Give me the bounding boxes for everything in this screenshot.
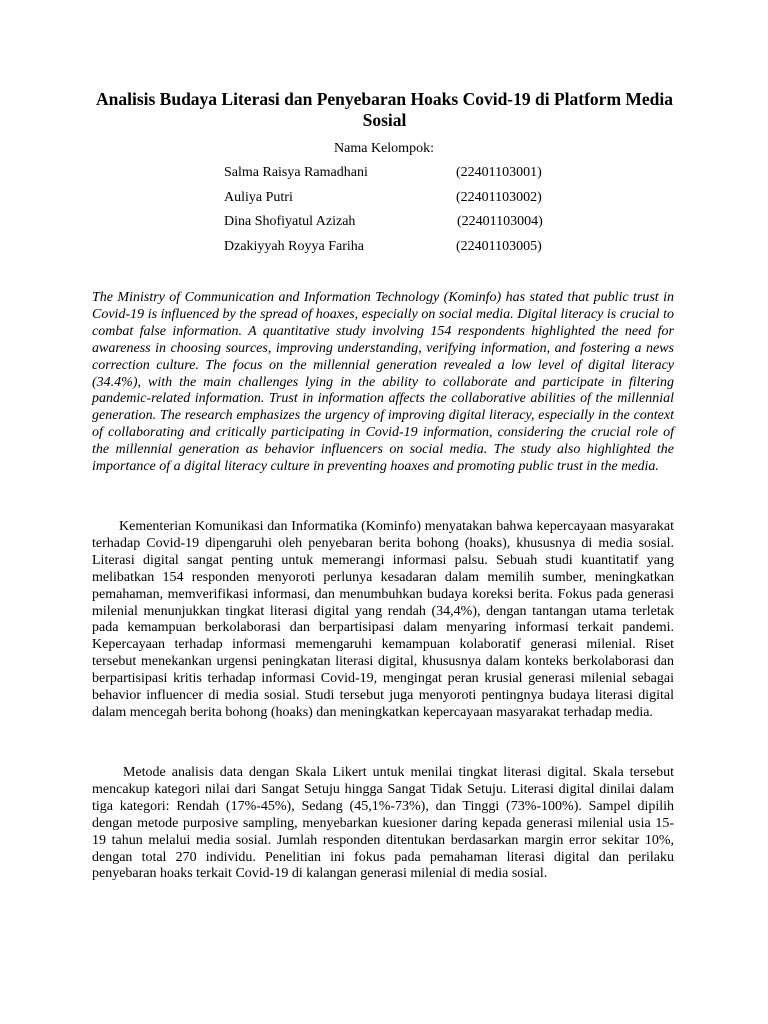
- abstract: The Ministry of Communication and Information Technology (Kominfo) has stated that public trust in Covid-19 is influenced by the spread of hoaxes, especially on social media. Digital literacy is crucial to combat false information. A quantitative study involving 154 respondents highlighted the need for awareness in choosing sources, improving understanding, verifying information, and fostering a news correction culture. The focus on the millennial generation revealed a low level of digital literacy (34.4%), with the main challenges lying in the ability to collaborate and participate in filtering pandemic-related information. Trust in information affects the collaborative abilities of the millennial generation. The research emphasizes the urgency of improving digital literacy, especially in the context of collaborating and critically participating in Covid-19 information, considering the crucial role of the millennial generation as behavior influencers on social media. The study also highlighted the importance of a digital literacy culture in preventing hoaxes and promoting public trust in the media.: [92, 290, 674, 475]
- member-row: [224, 189, 554, 207]
- member-name: Dzakiyyah Royya Fariha: [224, 239, 364, 254]
- group-label: Nama Kelompok:: [334, 141, 434, 156]
- member-id: (22401103001): [456, 165, 542, 180]
- member-row: [224, 238, 554, 256]
- member-id: (22401103004): [457, 214, 543, 229]
- member-name: Auliya Putri: [224, 190, 293, 205]
- member-row: [224, 164, 554, 182]
- body-paragraph: Metode analisis data dengan Skala Likert untuk menilai tingkat literasi digital. Skala tersebut mencakup kategori nilai dari Sangat Setuju hingga Sangat Tidak Setuju. Literasi digital dinilai dalam tiga kategori: Rendah (17%-45%), Sedang (45,1%-73%), dan Tinggi (73%-100%). Sampel dipilih dengan metode purposive sampling, menyebarkan kuesioner daring kepada generasi milenial usia 15-19 tahun melalui media sosial. Jumlah responden ditentukan berdasarkan margin error sekitar 10%, dengan total 270 individu. Penelitian ini fokus pada pemahaman literasi digital dan perilaku penyebaran hoaks terkait Covid-19 di kalangan generasi milenial di media sosial.: [92, 765, 674, 882]
- member-name: Dina Shofiyatul Azizah: [224, 214, 356, 229]
- member-id: (22401103005): [456, 239, 542, 254]
- document-title: Analisis Budaya Literasi dan Penyebaran Hoaks Covid-19 di Platform Media Sosial: [95, 89, 674, 130]
- member-id: (22401103002): [456, 190, 542, 205]
- member-name: Salma Raisya Ramadhani: [224, 165, 368, 180]
- body-paragraph: Kementerian Komunikasi dan Informatika (Kominfo) menyatakan bahwa kepercayaan masyarakat terhadap Covid-19 dipengaruhi oleh penyebaran berita bohong (hoaks), khususnya di media sosial. Literasi digital sangat penting untuk memerangi informasi palsu. Sebuah studi kuantitatif yang melibatkan 154 responden menyoroti perlunya kesadaran dalam memilih sumber, meningkatkan pemahaman, memverifikasi informasi, dan menumbuhkan budaya koreksi berita. Fokus pada generasi milenial menunjukkan tingkat literasi digital yang rendah (34,4%), dengan tantangan utama terletak pada kemampuan berkolaborasi dan berpartisipasi dalam menyaring informasi terkait pandemi. Kepercayaan terhadap informasi memengaruhi kemampuan kolaboratif generasi milenial. Riset tersebut menekankan urgensi peningkatan literasi digital, khususnya dalam konteks berkolaborasi dan berpartisipasi kritis terhadap informasi Covid-19, mengingat peran krusial generasi milenial sebagai behavior influencer di media sosial. Studi tersebut juga menyoroti pentingnya budaya literasi digital dalam mencegah berita bohong (hoaks) dan meningkatkan kepercayaan masyarakat terhadap media.: [92, 519, 674, 720]
- member-row: [224, 213, 554, 231]
